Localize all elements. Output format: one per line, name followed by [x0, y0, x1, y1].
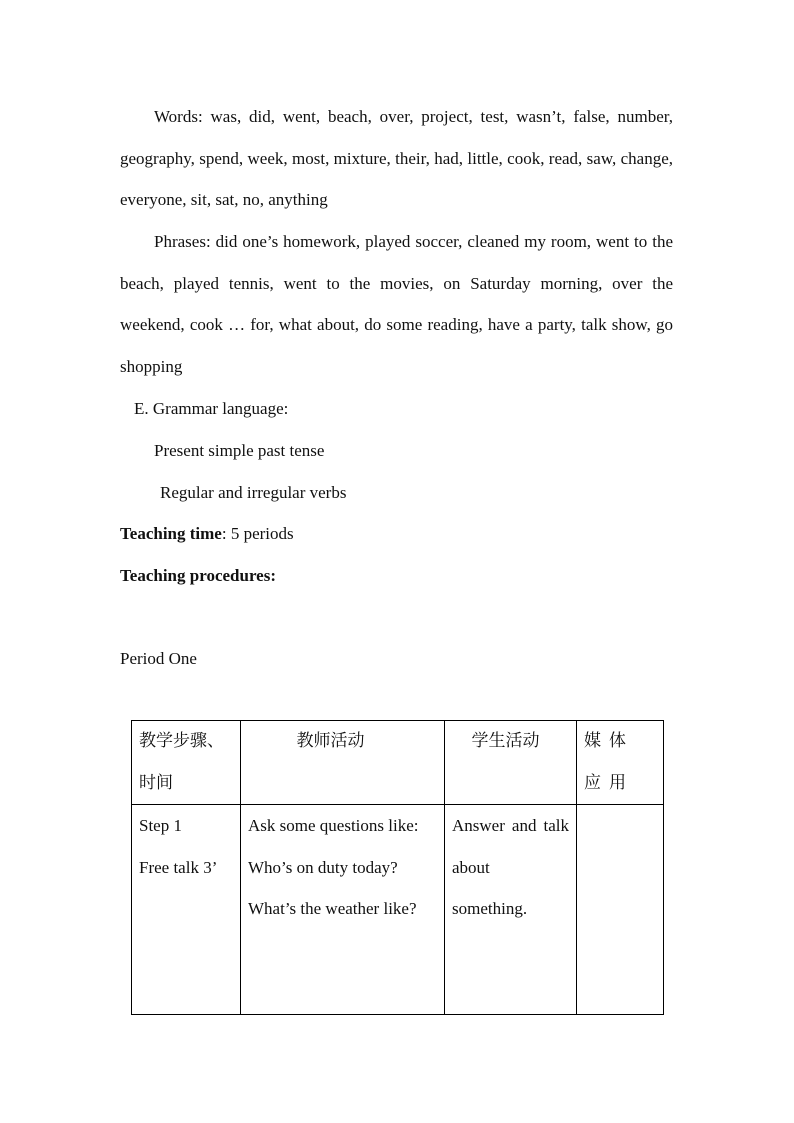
teaching-time [120, 523, 294, 545]
teacher-activity-line: What’s the weather like? [248, 899, 417, 918]
teacher-activity-cell [241, 805, 445, 1015]
step-cell [132, 805, 241, 1015]
step-label: Step 1 [139, 816, 182, 835]
teaching-procedures-heading: Teaching procedures: [120, 566, 277, 585]
header-media-use: 媒体应用 [577, 721, 664, 805]
table-header-row [132, 721, 664, 805]
phrases-paragraph: Phrases: did one’s homework, played soccer, cleaned my room, went to the beach, played tennis, went to the movies, on Saturday morning, over the weekend, cook … for, what about, do some reading, have a party, talk show, go shopping [120, 232, 673, 376]
header-step-time: 教学步骤、时间 [132, 721, 241, 805]
header-teacher-activity: 教师活动 [241, 721, 445, 805]
teacher-activity-line: Ask some questions like: [248, 816, 419, 835]
teacher-activity-line: Who’s on duty today? [248, 857, 398, 877]
grammar-line-2: Regular and irregular verbs [160, 483, 347, 502]
period-heading: Period One [120, 649, 197, 668]
grammar-line-1: Present simple past tense [154, 441, 325, 460]
table-row [132, 805, 664, 1015]
lesson-table [131, 720, 664, 1015]
teaching-time-value: : 5 periods [221, 524, 294, 543]
teaching-time-label: Teaching time [120, 524, 222, 543]
header-student-activity: 学生活动 [445, 721, 577, 805]
student-activity-cell: Answer and talk about something. [445, 805, 577, 1015]
media-cell [577, 805, 664, 1015]
words-paragraph: Words: was, did, went, beach, over, project, test, wasn’t, false, number, geography, spend, week, most, mixture, their, had, little, cook, read, saw, change, everyone, sit, sat, no, anything [120, 107, 673, 210]
step-time: Free talk 3’ [139, 857, 218, 877]
grammar-heading: E. Grammar language: [134, 399, 289, 418]
